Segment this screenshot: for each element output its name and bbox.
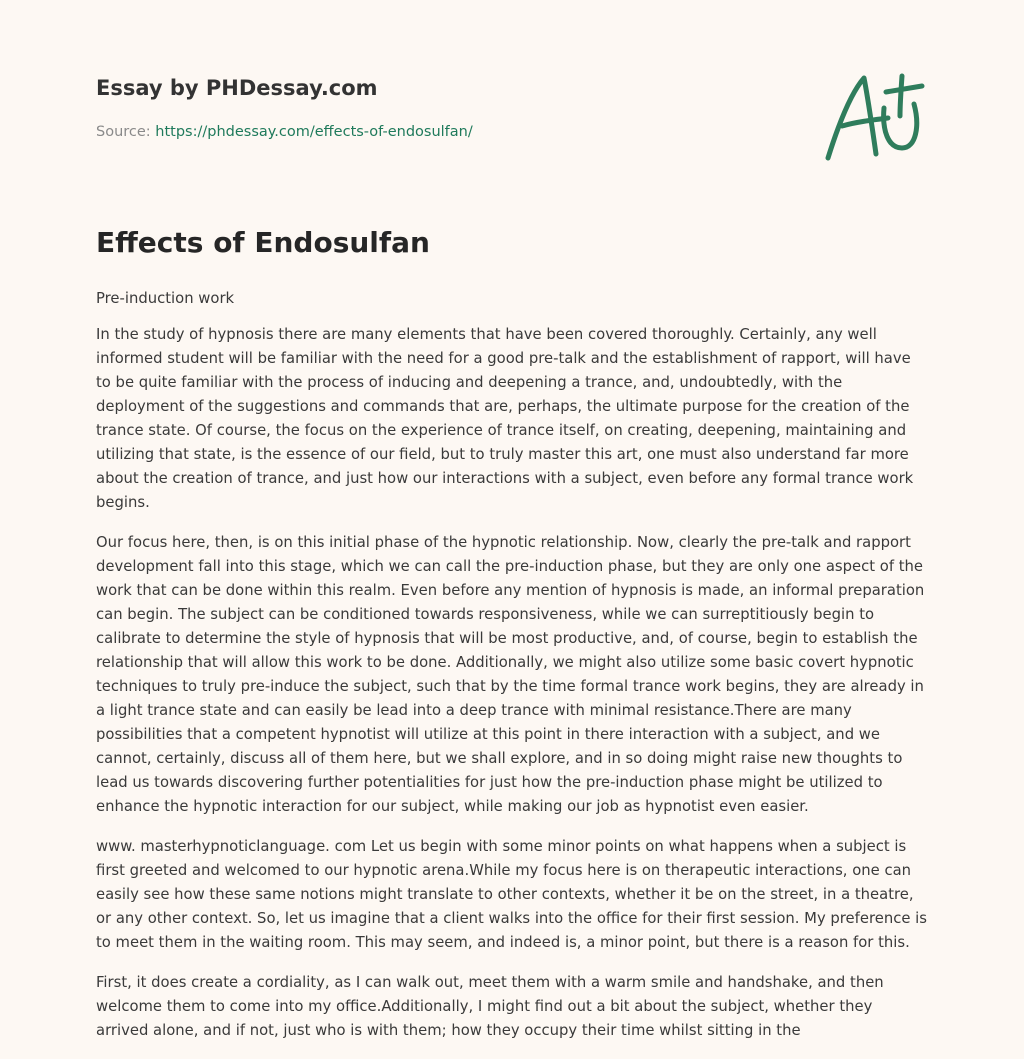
- essay-paragraph: www. masterhypnoticlanguage. com Let us begin with some minor points on what happens when a subject is first greeted and welcomed to our hypnotic arena.While my focus here is on therapeutic interactions, one can easily see how these same notions might translate to other contexts, whether it be on the street, in a theatre, or any other context. So, let us imagine that a client walks into the office for their first session. My preference is to meet them in the waiting room. This may seem, and indeed is, a minor point, but there is a reason for this.: [96, 838, 927, 951]
- essay-title: Effects of Endosulfan: [96, 226, 430, 259]
- essay-paragraph: Our focus here, then, is on this initial phase of the hypnotic relationship. Now, clearly the pre-talk and rapport development fall into this stage, which we can call the pre-induction phase, but they are only one aspect of the work that can be done within this realm. Even before any mention of hypnosis is made, an informal preparation can begin. The subject can be conditioned towards responsiveness, while we can surreptitiously begin to calibrate to determine the style of hypnosis that will be most productive, and, of course, begin to establish the relationship that will allow this work to be done. Additionally, we might also utilize some basic covert hypnotic techniques to truly pre-induce the subject, such that by the time formal trance work begins, they are already in a light trance state and can easily be lead into a deep trance with minimal resistance.There are many possibilities that a competent hypnotist will utilize at this point in there interaction with a subject, and we cannot, certainly, discuss all of them here, but we shall explore, and in so doing might raise new thoughts to lead us towards discovering further potentialities for just how the pre-induction phase might be utilized to enhance the hypnotic interaction for our subject, while making our job as hypnotist even easier.: [96, 534, 925, 815]
- a-plus-logo-svg: [822, 68, 928, 164]
- source-line: [96, 124, 473, 140]
- essay-paragraph: In the study of hypnosis there are many elements that have been covered thoroughly. Certainly, any well informed student will be familiar with the need for a good pre-talk and the establishment of rapport, will have to be quite familiar with the process of inducing and deepening a trance, and, undoubtedly, with the deployment of the suggestions and commands that are, perhaps, the ultimate purpose for the creation of the trance state. Of course, the focus on the experience of trance itself, on creating, deepening, maintaining and utilizing that state, is the essence of our field, but to truly master this art, one must also understand far more about the creation of trance, and just how our interactions with a subject, even before any formal trance work begins.: [96, 326, 914, 511]
- source-link[interactable]: https://phdessay.com/effects-of-endosulfan/: [155, 124, 473, 140]
- essay-body: [96, 287, 928, 1059]
- essay-subheading: Pre-induction work: [96, 290, 235, 307]
- a-plus-logo-icon: [822, 68, 928, 164]
- essay-paragraph: First, it does create a cordiality, as I can walk out, meet them with a warm smile and handshake, and then welcome them to come into my office.Additionally, I might find out a bit about the subject, whether they arrived alone, and if not, just who is with them; how they occupy their time whilst sitting in the: [96, 974, 884, 1039]
- site-brand: Essay by PHDessay.com: [96, 76, 378, 100]
- source-label: Source:: [96, 124, 151, 140]
